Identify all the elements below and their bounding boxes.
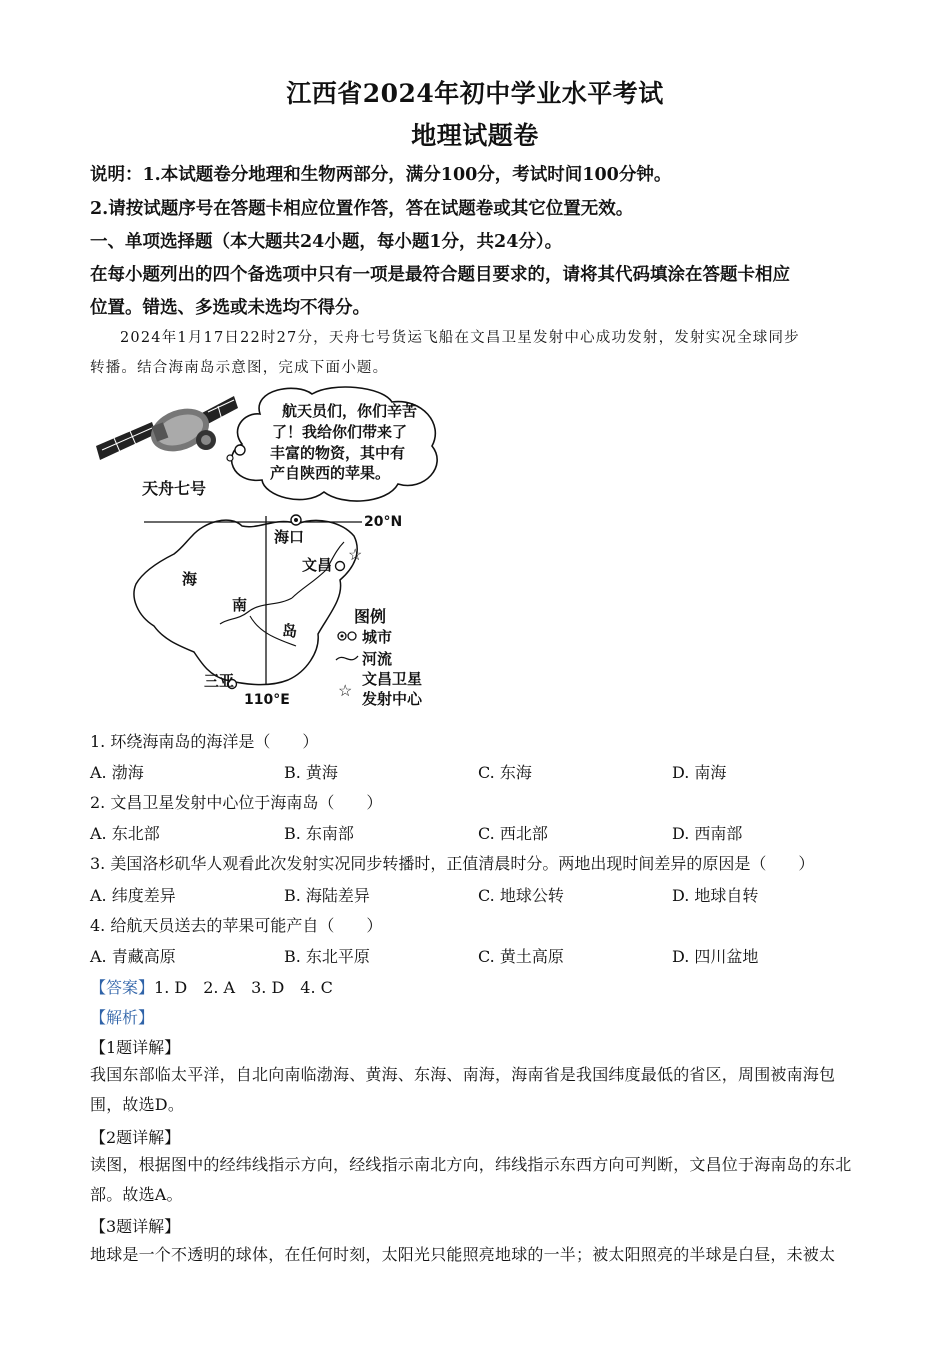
question-3-option-c: C. 地球公转 xyxy=(478,886,564,905)
question-3-stem: 3. 美国洛杉矶华人观看此次发射实况同步转播时，正值清晨时分。两地出现时间差异的原因是（ ） xyxy=(90,854,815,873)
question-3-option-d: D. 地球自转 xyxy=(672,886,759,905)
city-haikou-label: 海口 xyxy=(274,528,305,546)
river-nandu xyxy=(220,598,292,624)
question-1-option-b: B. 黄海 xyxy=(284,763,338,782)
question-2-option-a: A. 东北部 xyxy=(90,824,160,843)
intro-line-1: 2024年1月17日22时27分，天舟七号货运飞船在文昌卫星发射中心成功发射，发射实况全球同步 xyxy=(120,330,800,346)
requirement-line-1: 在每小题列出的四个备选项中只有一项是最符合题目要求的，请将其代码填涂在答题卡相应 xyxy=(90,265,790,285)
island-char-3: 岛 xyxy=(282,622,298,640)
answer-text: 1. D 2. A 3. D 4. C xyxy=(154,978,333,997)
question-1-option-c: C. 东海 xyxy=(478,763,532,782)
legend-launch-label-2: 发射中心 xyxy=(362,690,423,708)
question-3-option-b: B. 海陆差异 xyxy=(284,886,370,905)
question-2-option-b: B. 东南部 xyxy=(284,824,354,843)
question-1-option-d: D. 南海 xyxy=(672,763,727,782)
q3-analysis-heading: 【3题详解】 xyxy=(90,1217,181,1236)
island-char-2: 南 xyxy=(232,596,248,614)
question-2-stem: 2. 文昌卫星发射中心位于海南岛（ ） xyxy=(90,793,383,812)
longitude-label: 110°E xyxy=(244,692,290,708)
legend-river-label: 河流 xyxy=(362,650,393,668)
spacecraft-icon xyxy=(96,396,238,460)
requirement-line-2: 位置。错选、多选或未选均不得分。 xyxy=(90,298,370,318)
legend-city-label: 城市 xyxy=(362,628,393,646)
q2-analysis-body: 读图，根据图中的经纬线指示方向，经线指示南北方向，纬线指示东西方向可判断，文昌位于海南岛的东北部。故选A。 xyxy=(90,1155,852,1204)
question-4-stem: 4. 给航天员送去的苹果可能产自（ ） xyxy=(90,916,383,935)
instruction-line-2: 2.请按试题序号在答题卡相应位置作答，答在试题卷或其它位置无效。 xyxy=(90,199,634,219)
wenchang-city-icon xyxy=(336,562,345,571)
legend-city-icon-dot xyxy=(341,635,344,638)
spacecraft-label: 天舟七号 xyxy=(142,479,207,498)
q1-analysis-heading: 【1题详解】 xyxy=(90,1038,181,1057)
q3-analysis-body: 地球是一个不透明的球体，在任何时刻，太阳光只能照亮地球的一半；被太阳照亮的半球是白昼，未被太 xyxy=(90,1245,836,1264)
answer-label: 【答案】 xyxy=(90,978,155,997)
section-heading: 一、单项选择题（本大题共24小题，每小题1分，共24分）。 xyxy=(90,232,563,252)
question-4-option-d: D. 四川盆地 xyxy=(672,947,759,966)
island-char-1: 海 xyxy=(182,570,198,588)
question-1-option-a: A. 渤海 xyxy=(90,763,144,782)
exam-title: 江西省2024年初中学业水平考试 xyxy=(286,79,664,108)
question-2-option-c: C. 西北部 xyxy=(478,824,548,843)
launch-center-star-icon: ☆ xyxy=(348,545,363,564)
legend-city-icon-2 xyxy=(348,632,356,640)
q1-analysis-body: 我国东部临太平洋，自北向南临渤海、黄海、东海、南海，海南省是我国纬度最低的省区，周围被南海包围，故选D。 xyxy=(90,1065,836,1114)
city-wenchang-label: 文昌 xyxy=(302,556,333,574)
hainan-map-figure xyxy=(92,384,452,714)
latitude-label: 20°N xyxy=(364,514,403,530)
question-2-option-d: D. 西南部 xyxy=(672,824,743,843)
speech-line-3: 丰富的物资，其中有 xyxy=(270,444,406,462)
legend-river-icon xyxy=(336,656,358,660)
instruction-line-1: 说明：1.本试题卷分地理和生物两部分，满分100分，考试时间100分钟。 xyxy=(90,165,672,185)
legend-star-icon: ☆ xyxy=(338,681,353,700)
speech-line-1: 航天员们，你们辛苦 xyxy=(282,402,418,420)
haikou-city-dot xyxy=(294,518,298,522)
legend-title: 图例 xyxy=(354,607,387,626)
legend-launch-label-1: 文昌卫星 xyxy=(362,670,423,688)
question-4-option-b: B. 东北平原 xyxy=(284,947,370,966)
city-sanya-label: 三亚 xyxy=(204,672,235,690)
analysis-label: 【解析】 xyxy=(90,1008,155,1027)
question-3-option-a: A. 纬度差异 xyxy=(90,886,176,905)
speech-line-2: 了！我给你们带来了 xyxy=(272,423,408,441)
question-4-option-a: A. 青藏高原 xyxy=(90,947,176,966)
intro-line-2: 转播。结合海南岛示意图，完成下面小题。 xyxy=(90,360,389,376)
question-4-option-c: C. 黄土高原 xyxy=(478,947,564,966)
question-1-stem: 1. 环绕海南岛的海洋是（ ） xyxy=(90,732,319,751)
speech-line-4: 产自陕西的苹果。 xyxy=(270,464,391,482)
exam-subtitle: 地理试题卷 xyxy=(411,121,539,150)
answer-line xyxy=(90,975,333,998)
q2-analysis-heading: 【2题详解】 xyxy=(90,1128,181,1147)
